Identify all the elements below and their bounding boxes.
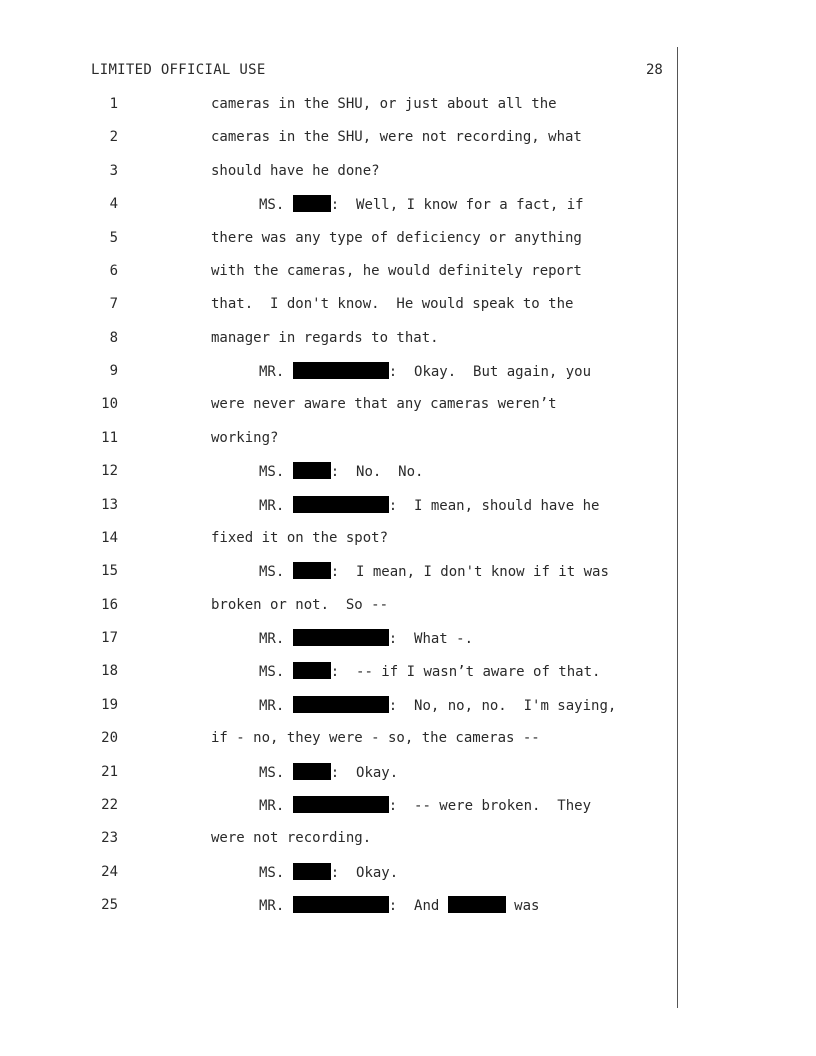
redacted-name bbox=[293, 696, 389, 713]
transcript-line bbox=[0, 629, 677, 662]
line-number: 6 bbox=[109, 262, 118, 279]
line-number: 9 bbox=[109, 363, 118, 379]
speaker-title: MR. bbox=[259, 364, 285, 380]
line-number: 18 bbox=[101, 663, 118, 680]
line-text: with the cameras, he would definitely report bbox=[211, 262, 582, 279]
redacted-name bbox=[293, 796, 389, 813]
line-number: 11 bbox=[101, 429, 118, 446]
transcript-line bbox=[0, 395, 677, 428]
speaker-turn bbox=[259, 763, 398, 782]
transcript-line bbox=[0, 829, 677, 862]
redacted-name bbox=[293, 629, 389, 646]
line-text: manager in regards to that. bbox=[211, 329, 439, 346]
speaker-turn bbox=[259, 195, 584, 214]
transcript-line bbox=[0, 696, 677, 729]
transcript-line bbox=[0, 796, 677, 829]
redacted-name bbox=[293, 662, 331, 679]
speaker-title: MR. bbox=[259, 497, 285, 514]
transcript-line bbox=[0, 429, 677, 462]
line-number: 19 bbox=[101, 696, 118, 713]
transcript-line bbox=[0, 863, 677, 896]
transcript-line bbox=[0, 562, 677, 595]
utterance: : Okay. bbox=[330, 764, 399, 781]
speaker-turn bbox=[259, 629, 473, 648]
utterance: : And bbox=[388, 898, 448, 914]
transcript-line bbox=[0, 262, 677, 295]
speaker-turn bbox=[259, 562, 609, 581]
utterance: : I mean, should have he bbox=[388, 497, 600, 514]
utterance: : No, no, no. I'm saying, bbox=[388, 697, 617, 714]
utterance: : I mean, I don't know if it was bbox=[330, 564, 609, 581]
redacted-name bbox=[293, 462, 331, 479]
speaker-turn bbox=[259, 662, 600, 681]
transcript-line bbox=[0, 95, 677, 128]
speaker-title: MS. bbox=[259, 464, 285, 481]
transcript-line bbox=[0, 462, 677, 495]
line-number: 13 bbox=[101, 496, 118, 513]
transcript bbox=[0, 95, 677, 929]
line-number: 12 bbox=[101, 463, 118, 480]
speaker-turn bbox=[259, 863, 398, 882]
redacted-name bbox=[293, 763, 331, 780]
redacted-name bbox=[448, 896, 506, 913]
line-number: 17 bbox=[101, 630, 118, 646]
speaker-turn bbox=[259, 362, 591, 381]
line-number: 25 bbox=[101, 897, 118, 913]
line-number: 4 bbox=[109, 196, 118, 213]
transcript-line bbox=[0, 162, 677, 195]
line-number: 10 bbox=[101, 396, 118, 413]
line-number: 22 bbox=[101, 796, 118, 813]
transcript-line bbox=[0, 229, 677, 262]
line-text: were never aware that any cameras weren’t bbox=[211, 396, 557, 413]
transcript-line bbox=[0, 195, 677, 228]
line-text: were not recording. bbox=[211, 830, 372, 847]
line-number: 24 bbox=[101, 863, 118, 880]
transcript-line bbox=[0, 896, 677, 929]
page-number: 28 bbox=[646, 62, 663, 78]
line-number: 2 bbox=[109, 129, 118, 146]
line-text: fixed it on the spot? bbox=[211, 529, 389, 546]
line-number: 16 bbox=[101, 596, 118, 613]
utterance: : Okay. bbox=[330, 864, 399, 881]
speaker-title: MS. bbox=[259, 764, 285, 781]
transcript-line bbox=[0, 128, 677, 161]
line-number: 14 bbox=[101, 529, 118, 546]
redacted-name bbox=[293, 362, 389, 379]
transcript-line bbox=[0, 329, 677, 362]
transcript-line bbox=[0, 662, 677, 695]
line-text: should have he done? bbox=[211, 162, 380, 179]
transcript-line bbox=[0, 496, 677, 529]
speaker-title: MS. bbox=[259, 564, 285, 581]
redacted-name bbox=[293, 496, 389, 513]
line-text: if - no, they were - so, the cameras -- bbox=[211, 730, 540, 747]
line-number: 8 bbox=[109, 329, 118, 346]
line-number: 23 bbox=[101, 830, 118, 847]
utterance: : -- were broken. They bbox=[388, 797, 592, 814]
speaker-title: MS. bbox=[259, 864, 285, 881]
utterance: : What -. bbox=[388, 631, 474, 647]
page-header-classification: LIMITED OFFICIAL USE bbox=[91, 62, 266, 78]
line-number: 5 bbox=[109, 229, 118, 246]
line-number: 20 bbox=[101, 730, 118, 747]
utterance: : -- if I wasn’t aware of that. bbox=[330, 664, 601, 681]
line-number: 21 bbox=[101, 763, 118, 780]
speaker-title: MS. bbox=[259, 664, 285, 681]
redacted-name bbox=[293, 896, 389, 913]
speaker-turn bbox=[259, 796, 591, 815]
line-number: 7 bbox=[109, 296, 118, 313]
transcript-line bbox=[0, 729, 677, 762]
speaker-turn bbox=[259, 462, 423, 481]
line-text: broken or not. So -- bbox=[211, 596, 389, 613]
redacted-name bbox=[293, 562, 331, 579]
redacted-name bbox=[293, 195, 331, 212]
line-number: 3 bbox=[109, 162, 118, 179]
utterance: : No. No. bbox=[330, 464, 424, 481]
line-text: that. I don't know. He would speak to the bbox=[211, 296, 574, 313]
speaker-title: MR. bbox=[259, 797, 285, 814]
transcript-line bbox=[0, 596, 677, 629]
redacted-name bbox=[293, 863, 331, 880]
margin-rule bbox=[677, 47, 678, 1008]
transcript-line bbox=[0, 362, 677, 395]
speaker-title: MS. bbox=[259, 197, 285, 214]
utterance: : Well, I know for a fact, if bbox=[330, 197, 584, 214]
speaker-turn bbox=[259, 696, 616, 715]
line-number: 15 bbox=[101, 563, 118, 580]
transcript-line bbox=[0, 763, 677, 796]
speaker-turn bbox=[259, 896, 539, 915]
speaker-title: MR. bbox=[259, 697, 285, 714]
line-text: there was any type of deficiency or anything bbox=[211, 229, 582, 246]
line-text: cameras in the SHU, or just about all the bbox=[211, 96, 557, 112]
line-number: 1 bbox=[109, 96, 118, 112]
speaker-title: MR. bbox=[259, 631, 285, 647]
transcript-line bbox=[0, 529, 677, 562]
speaker-title: MR. bbox=[259, 898, 285, 914]
line-text: working? bbox=[211, 429, 279, 446]
speaker-turn bbox=[259, 496, 599, 515]
transcript-line bbox=[0, 295, 677, 328]
utterance: : Okay. But again, you bbox=[388, 364, 592, 380]
line-text: cameras in the SHU, were not recording, what bbox=[211, 129, 582, 146]
utterance: was bbox=[505, 898, 540, 914]
